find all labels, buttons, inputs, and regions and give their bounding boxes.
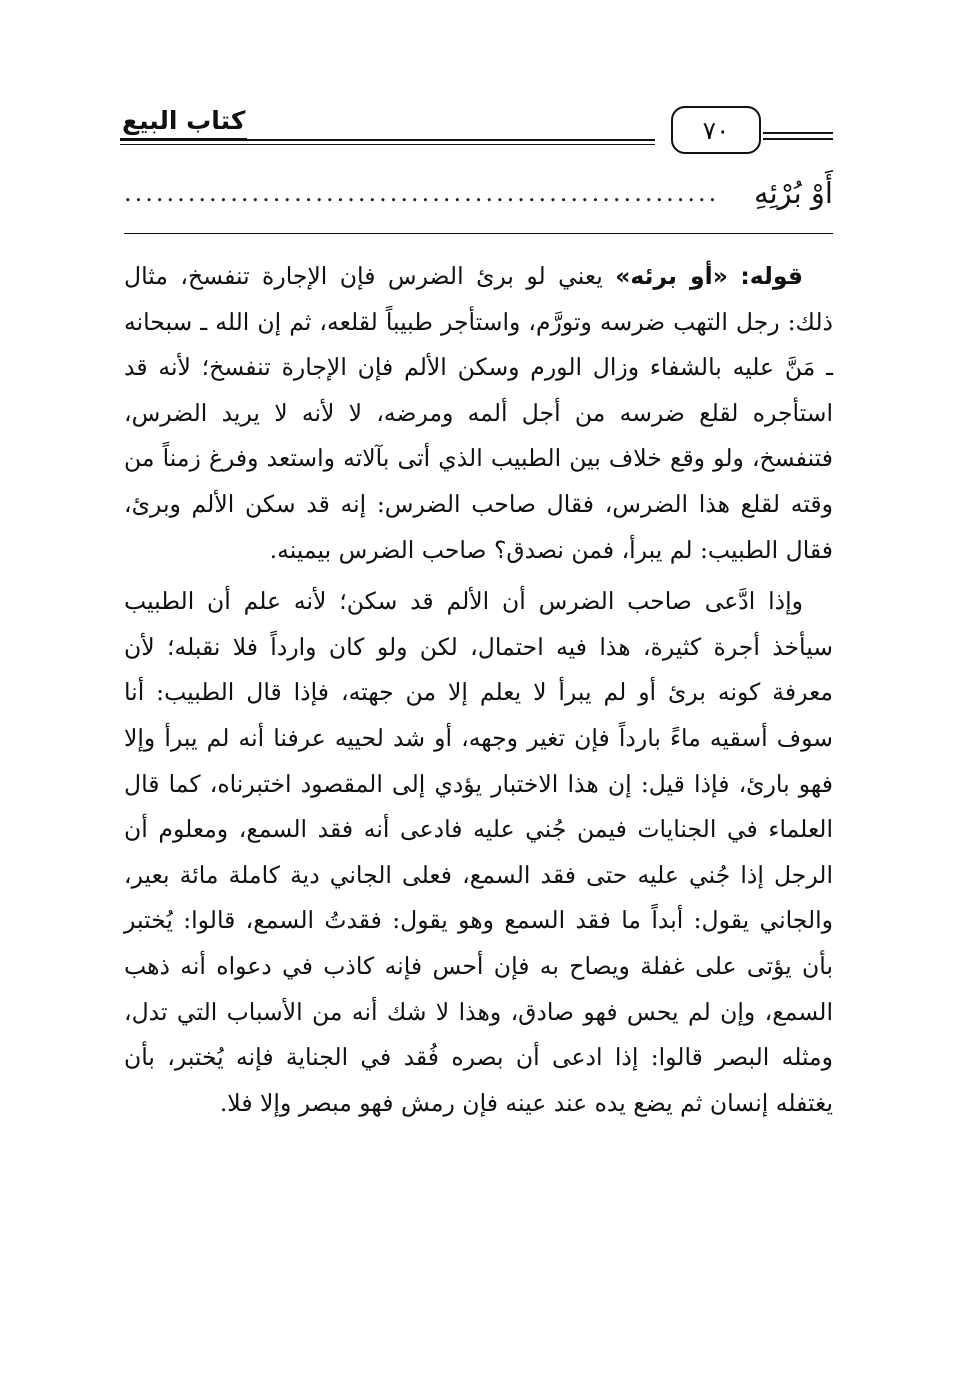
dotted-leader: ........................................................ <box>124 179 720 207</box>
commentary-paragraph <box>124 579 833 1126</box>
page-header <box>120 106 833 158</box>
header-rule <box>120 139 655 141</box>
header-rule-short <box>763 132 833 134</box>
commentary-paragraph <box>124 254 833 573</box>
paragraph-text: وإذا ادَّعى صاحب الضرس أن الألم قد سكن؛ لأنه علم أن الطبيب سيأخذ أجرة كثيرة، هذا فيه احتمال، لكن ولو كان وارداً فلا نقبله؛ لأن معرفة كونه برئ أو لم يبرأ لا يعلم إلا من جهته، فإذا قال الطبيب: أنا سوف أسقيه ماءً بارداً فإن تغير وجهه، أو شد لحييه عرفنا أنه لم يبرأ وإلا فهو بارئ، فإذا قيل: إن هذا الاختبار يؤدي إلى المقصود اختبرناه، كما قال العلماء في الجنايات فيمن جُني عليه فادعى أنه فقد السمع، ومعلوم أن الرجل إذا جُني عليه حتى فقد السمع، فعلى الجاني دية كاملة مائة بعير، والجاني يقول: أبداً ما فقد السمع وهو يقول: فقدتُ السمع، قالوا: يُختبر بأن يؤتى على غفلة ويصاح به فإن أحس فإنه كاذب في دعواه أنه ذهب السمع، وإن لم يحس فهو صادق، وهذا لا شك أنه من الأسباب التي تدل، ومثله البصر قالوا: إذا ادعى أن بصره فُقد في الجناية فإنه يُختبر، بأن يغتفله إنسان ثم يضع يده عند عينه فإن رمش فهو مبصر وإلا فلا. <box>124 587 833 1117</box>
quoted-matn: «أو برئه» <box>615 262 728 290</box>
matn-separator <box>124 233 833 234</box>
commentary-body <box>124 254 833 1126</box>
matn-line <box>124 168 833 218</box>
book-title: كتاب البيع <box>120 106 247 141</box>
paragraph-text: يعني لو برئ الضرس فإن الإجارة تنفسخ، مثال ذلك: رجل التهب ضرسه وتورَّم، واستأجر طبيباً لقلعه، ثم إن الله ـ سبحانه ـ مَنَّ عليه بالشفاء وزال الورم وسكن الألم فإن الإجارة تنفسخ؛ لأنه قد استأجره لقلع ضرسه من أجل ألمه ومرضه، لا لأنه لا يريد الضرس، فتنفسخ، ولو وقع خلاف بين الطبيب الذي أتى بآلاته واستعد وفرغ زمناً من وقته لقلع هذا الضرس، فقال صاحب الضرس: إنه قد سكن الألم وبرئ، فقال الطبيب: لم يبرأ، فمن نصدق؟ صاحب الضرس بيمينه. <box>124 262 833 564</box>
matn-text: أَوْ بُرْئِهِ <box>754 176 833 210</box>
qawluh-label: قوله: <box>740 262 803 290</box>
page-number: ٧٠ <box>671 106 761 154</box>
